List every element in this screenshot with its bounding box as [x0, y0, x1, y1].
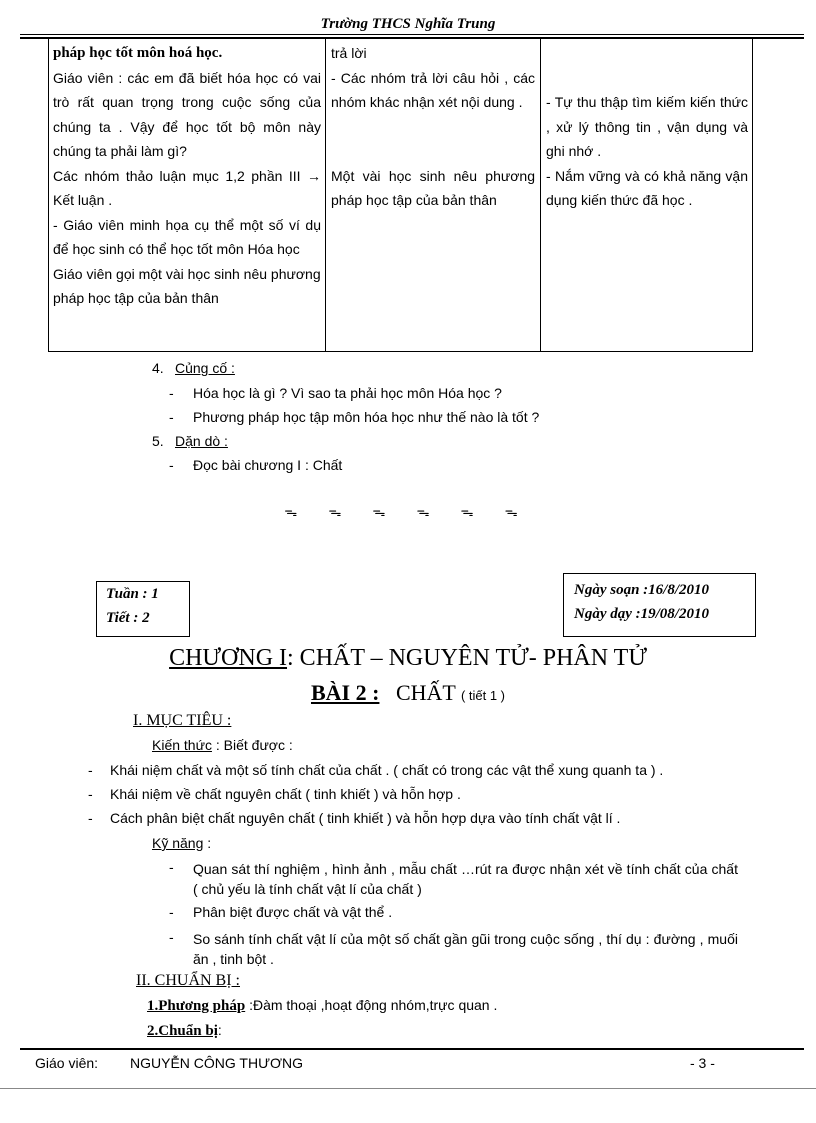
- list-item: Hóa học là gì ? Vì sao ta phải học môn Hóa học ?: [193, 385, 502, 401]
- chapter-name: : CHẤT – NGUYÊN TỬ- PHÂN TỬ: [287, 645, 647, 671]
- lesson-title: [0, 680, 816, 706]
- cell-line: pháp học tốt môn hoá học.: [53, 45, 223, 61]
- chapter-title: [0, 645, 816, 672]
- footer-teacher-label: Giáo viên:: [35, 1055, 99, 1071]
- bullet-dash: -: [169, 409, 174, 425]
- footer-teacher-name: NGUYỄN CÔNG THƯƠNG: [130, 1055, 304, 1071]
- bullet-dash: -: [169, 904, 174, 920]
- table-column-divider: [540, 38, 541, 352]
- cell-paragraph: Giáo viên gọi một vài học sinh nêu phương pháp học tập của bản thân: [53, 265, 321, 306]
- cell-paragraph: - Các nhóm trả lời câu hỏi , các nhóm khác nhận xét nội dung .: [331, 69, 535, 110]
- teach-date: Ngày dạy :19/08/2010: [574, 606, 709, 622]
- page-number: - 3 -: [690, 1055, 715, 1071]
- cell-paragraph: - Tự thu thập tìm kiếm kiến thức , xử lý thông tin , vận dụng và ghi nhớ .: [546, 94, 748, 159]
- prep-label: 2.Chuẩn bị: [147, 1023, 218, 1039]
- cell-paragraph: - Nắm vững và có khả năng vận dụng kiến thức đã học .: [546, 167, 748, 208]
- footer-rule: [20, 1048, 804, 1050]
- ornament-divider: ᯓ ᯓ ᯓ ᯓ ᯓ ᯓ: [284, 504, 532, 519]
- header-rule: [20, 34, 804, 35]
- cell-paragraph: Giáo viên : các em đã biết hóa học có vai trò rất quan trọng trong cuộc sống của chúng ta . Vậy để học tốt bộ môn này chúng ta phải làm gì?: [53, 69, 321, 159]
- page-header-school: Trường THCS Nghĩa Trung: [320, 16, 496, 32]
- period-label: Tiết : 2: [106, 610, 150, 626]
- method-line: [147, 997, 497, 1015]
- week-box: [96, 581, 190, 637]
- list-item: Phương pháp học tập môn hóa học như thế nào là tốt ?: [193, 409, 540, 425]
- preparation-heading: II. CHUẨN BỊ :: [136, 972, 240, 989]
- dan-do-heading: Dặn dò :: [175, 433, 228, 449]
- lesson-name: CHẤT: [395, 680, 456, 705]
- list-item: Cách phân biệt chất nguyên chất ( tinh khiết ) và hỗn hợp dựa vào tính chất vật lí .: [110, 810, 621, 826]
- bullet-dash: -: [88, 762, 93, 778]
- page-edge: [0, 1088, 816, 1089]
- lesson-note: ( tiết 1 ): [460, 688, 506, 703]
- list-item: Đọc bài chương I : Chất: [193, 457, 343, 473]
- knowledge-line: [152, 737, 293, 753]
- table-cell-objectives: [546, 90, 748, 213]
- week-label: Tuần : 1: [106, 586, 159, 602]
- objectives-heading: I. MỤC TIÊU :: [133, 712, 232, 729]
- table-cell-teacher-activity: [53, 41, 321, 311]
- cung-co-heading: Củng cố :: [175, 360, 235, 376]
- cell-paragraph: Các nhóm thảo luận mục 1,2 phần III → Kết luận .: [53, 167, 321, 208]
- table-cell-student-activity: [331, 41, 535, 213]
- bullet-dash: -: [169, 385, 174, 401]
- cell-paragraph: Một vài học sinh nêu phương pháp học tập của bản thân: [331, 167, 535, 208]
- list-item: So sánh tính chất vật lí của một số chất gần gũi trong cuộc sống , thí dụ : đường , muối ăn , tinh bột .: [193, 931, 738, 967]
- cell-paragraph: - Giáo viên minh họa cụ thể một số ví dụ để học sinh có thể học tốt môn Hóa học: [53, 216, 321, 257]
- bullet-dash: -: [88, 786, 93, 802]
- list-item: Quan sát thí nghiệm , hình ảnh , mẫu chất …rút ra được nhận xét về tính chất của chất ( chủ yếu là tính chất vật lí của chất ): [193, 861, 738, 897]
- chapter-label: CHƯƠNG I: [169, 645, 288, 671]
- prep-text: :: [217, 1022, 222, 1038]
- lesson-label: BÀI 2 :: [310, 680, 380, 705]
- prep-line: [147, 1022, 222, 1040]
- cung-co-number: 4.: [152, 360, 164, 376]
- method-text: :Đàm thoại ,hoạt động nhóm,trực quan .: [245, 997, 498, 1013]
- list-item: Khái niệm chất và một số tính chất của chất . ( chất có trong các vật thể xung quanh ta ) .: [110, 762, 664, 778]
- cell-line: trả lời: [331, 45, 367, 61]
- bullet-dash: -: [169, 929, 174, 945]
- skills-label: Kỹ năng: [152, 835, 204, 851]
- knowledge-intro: : Biết được :: [211, 737, 293, 753]
- prep-date: Ngày soạn :16/8/2010: [574, 582, 709, 598]
- list-item: Khái niệm về chất nguyên chất ( tinh khiết ) và hỗn hợp .: [110, 786, 461, 802]
- knowledge-label: Kiến thức: [152, 737, 212, 753]
- date-box: [563, 573, 756, 637]
- skills-intro: :: [203, 835, 212, 851]
- bullet-dash: -: [88, 810, 93, 826]
- bullet-dash: -: [169, 457, 174, 473]
- table-column-divider: [325, 38, 326, 352]
- skills-line: [152, 835, 211, 851]
- method-label: 1.Phương pháp: [147, 998, 246, 1014]
- dan-do-number: 5.: [152, 433, 164, 449]
- bullet-dash: -: [169, 859, 174, 875]
- list-item: Phân biệt được chất và vật thể .: [193, 904, 393, 920]
